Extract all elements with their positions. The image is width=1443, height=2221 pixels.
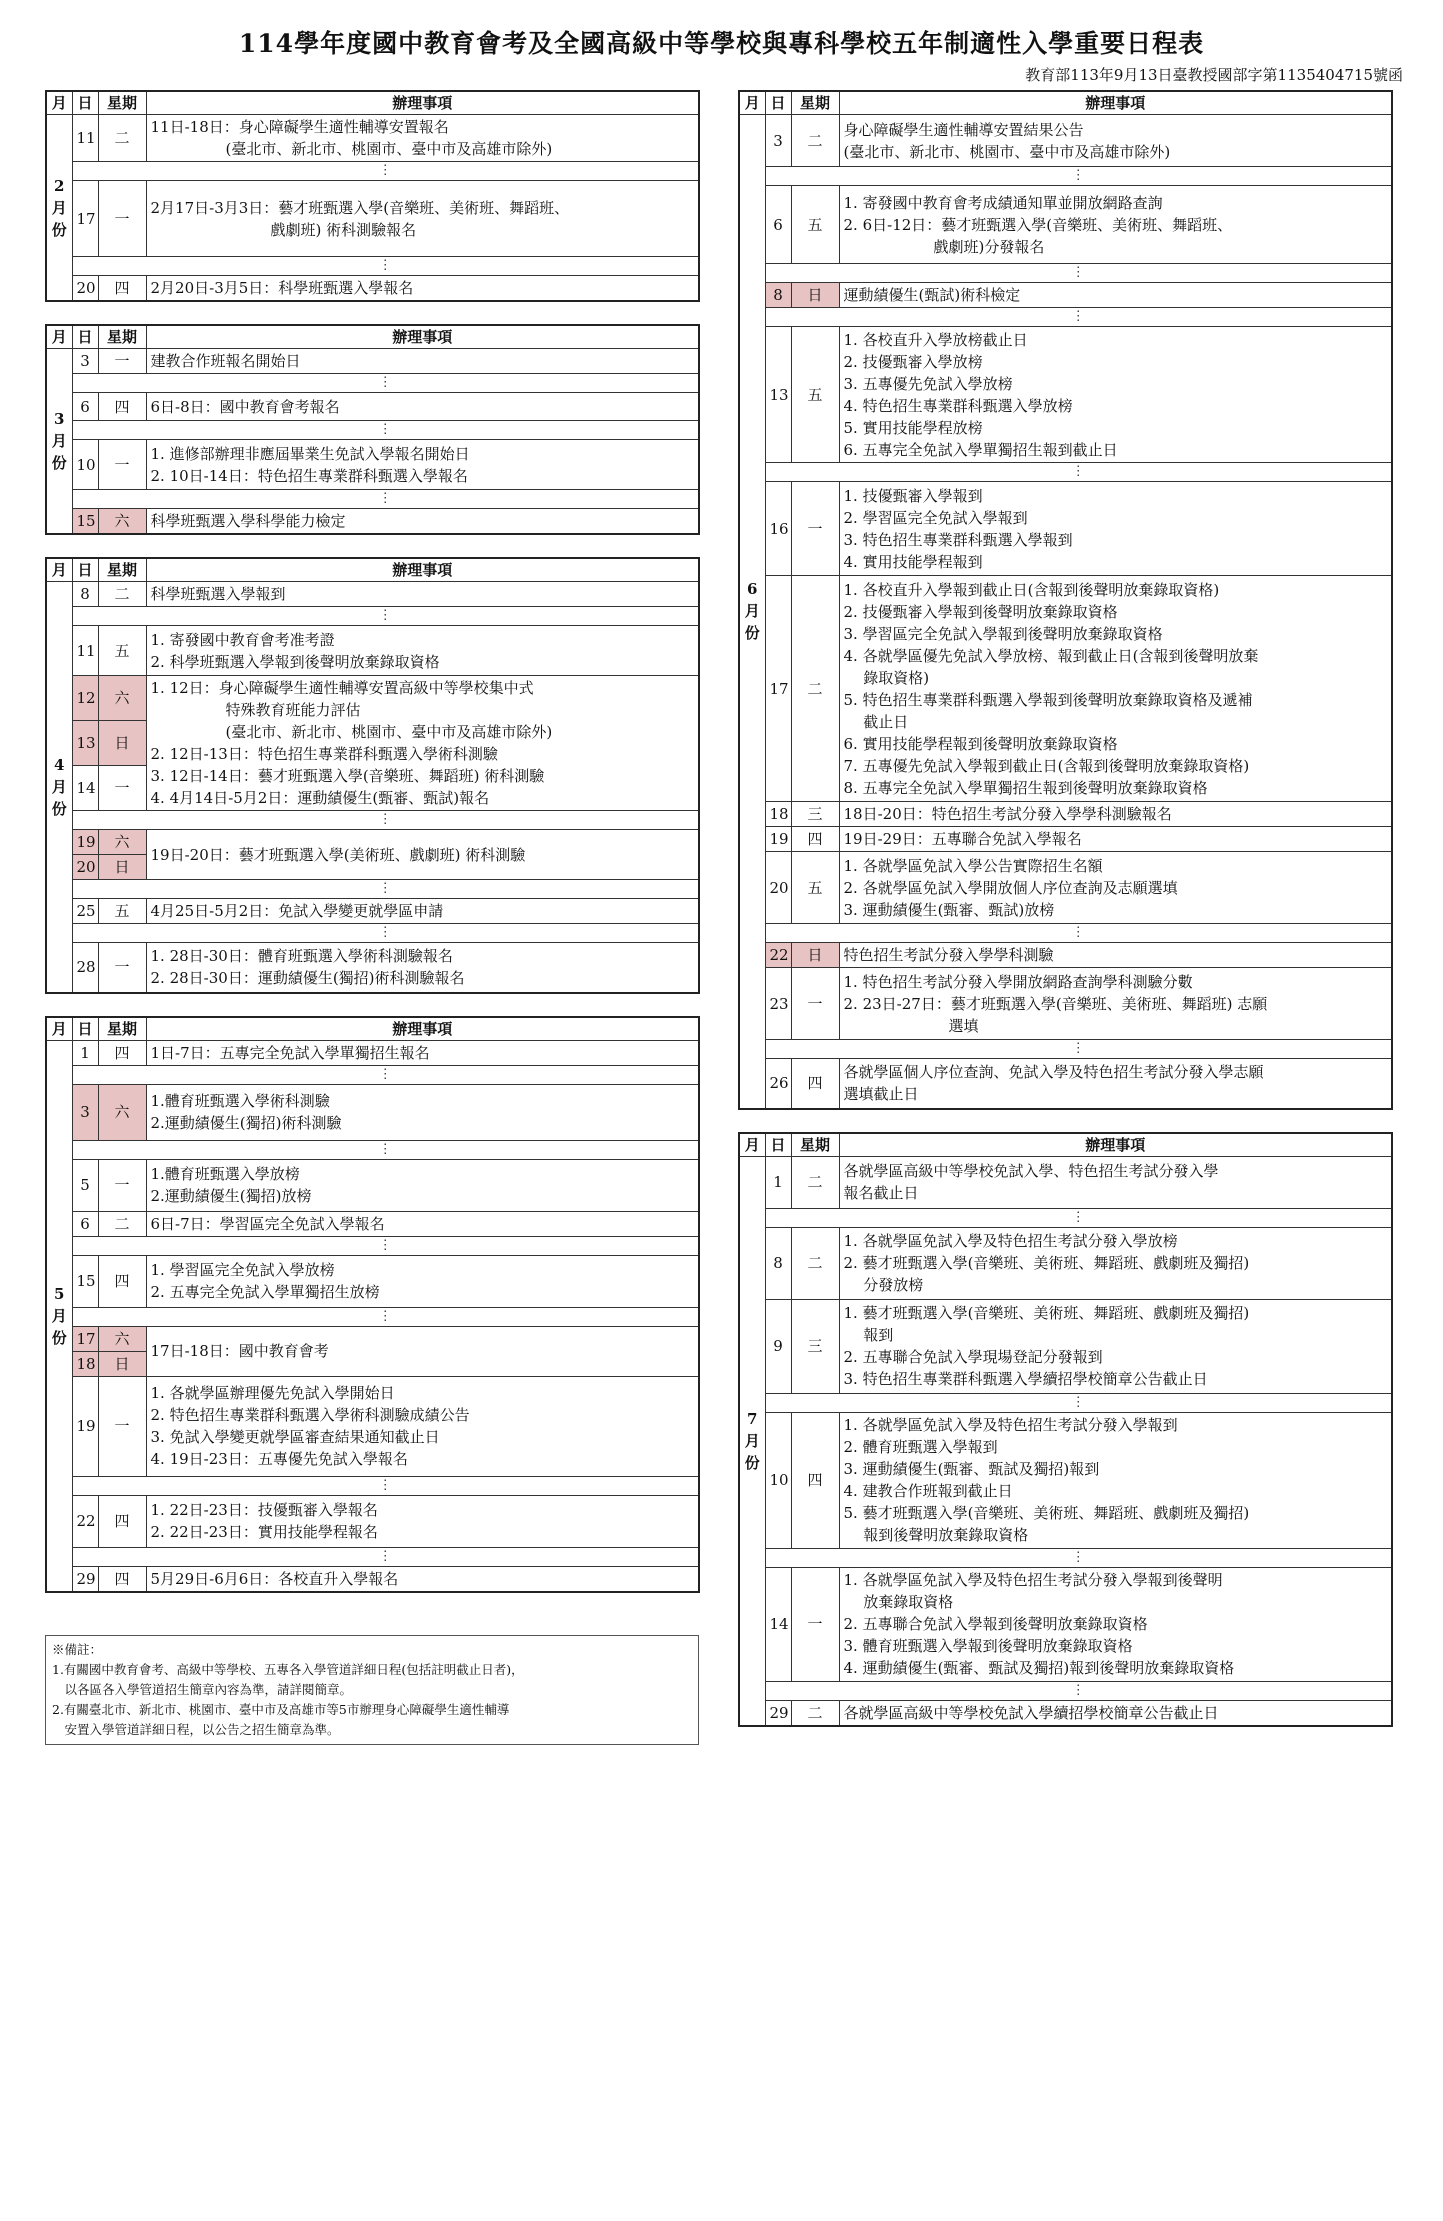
table-header xyxy=(739,91,1392,115)
weekday-cell: 二 xyxy=(791,576,839,802)
event-cell: 1. 各就學區辦理優先免試入學開始日 2. 特色招生專業群科甄選入學術科測驗成績公告 3. 免試入學變更就學區審查結果通知截止日 4. 19日-23日：五專優先免試入學報名 xyxy=(146,1376,699,1476)
day-cell: 8 xyxy=(765,1227,791,1299)
weekday-cell: 一 xyxy=(98,349,146,374)
day-cell: 3 xyxy=(765,115,791,167)
header-month: 月 xyxy=(46,91,72,115)
day-cell: 20 xyxy=(765,852,791,924)
event-cell: 1. 28日-30日：體育班甄選入學術科測驗報名 2. 28日-30日：運動績優生(獨招)術科測驗報名 xyxy=(146,943,699,993)
event-cell: 各就學區高級中等學校免試入學、特色招生考試分發入學 報名截止日 xyxy=(839,1156,1392,1208)
table-row xyxy=(46,582,699,607)
weekday-cell: 二 xyxy=(98,1211,146,1236)
day-cell-holiday: 18 xyxy=(72,1351,98,1376)
weekday-cell-holiday: 六 xyxy=(98,676,146,721)
table-row xyxy=(739,1567,1392,1681)
ellipsis-row: ⋮ xyxy=(46,421,699,440)
event-cell: 1. 藝才班甄選入學(音樂班、美術班、舞蹈班、戲劇班及獨招) 報到 2. 五專聯合免試入學現場登記分發報到 3. 特色招生專業群科甄選入學續招學校簡章公告截止日 xyxy=(839,1299,1392,1393)
ellipsis-row: ⋮ xyxy=(739,308,1392,327)
day-cell: 6 xyxy=(72,393,98,421)
table-row xyxy=(46,276,699,302)
day-cell: 9 xyxy=(765,1299,791,1393)
table-header xyxy=(46,558,699,582)
header-event: 辦理事項 xyxy=(146,558,699,582)
ellipsis-row: ⋮ xyxy=(46,1065,699,1084)
event-cell: 2月20日-3月5日：科學班甄選入學報名 xyxy=(146,276,699,302)
event-cell: 科學班甄選入學報到 xyxy=(146,582,699,607)
day-cell: 16 xyxy=(765,482,791,576)
day-cell: 20 xyxy=(72,276,98,302)
table-row xyxy=(739,802,1392,827)
header-month: 月 xyxy=(46,558,72,582)
day-cell-holiday: 15 xyxy=(72,509,98,535)
weekday-cell-holiday: 日 xyxy=(791,283,839,308)
header-month: 月 xyxy=(46,1017,72,1041)
event-cell: 1. 22日-23日：技優甄審入學報名 2. 22日-23日：實用技能學程報名 xyxy=(146,1495,699,1547)
ellipsis-row: ⋮ xyxy=(46,1236,699,1255)
april-table xyxy=(45,557,700,994)
day-cell-holiday: 17 xyxy=(72,1326,98,1351)
table-row xyxy=(739,283,1392,308)
weekday-cell-holiday: 六 xyxy=(98,1084,146,1140)
weekday-cell: 四 xyxy=(98,1566,146,1592)
ellipsis-row: ⋮ xyxy=(739,1548,1392,1567)
table-row xyxy=(739,1700,1392,1726)
header-event: 辦理事項 xyxy=(146,325,699,349)
day-cell: 26 xyxy=(765,1059,791,1109)
weekday-cell: 一 xyxy=(98,1159,146,1211)
ellipsis-row: ⋮ xyxy=(739,1393,1392,1412)
weekday-cell-holiday: 六 xyxy=(98,1326,146,1351)
table-row xyxy=(739,1156,1392,1208)
event-cell: 1. 寄發國中教育會考成績通知單並開放網路查詢 2. 6日-12日：藝才班甄選入學(音樂班、美術班、舞蹈班、 戲劇班)分發報名 xyxy=(839,186,1392,264)
event-cell: 2月17日-3月3日：藝才班甄選入學(音樂班、美術班、舞蹈班、 戲劇班) 術科測驗報名 xyxy=(146,181,699,257)
event-cell: 身心障礙學生適性輔導安置結果公告 (臺北市、新北市、桃園市、臺中市及高雄市除外) xyxy=(839,115,1392,167)
weekday-cell: 四 xyxy=(98,393,146,421)
event-cell: 1. 特色招生考試分發入學開放網路查詢學科測驗分數 2. 23日-27日：藝才班甄選入學(音樂班、美術班、舞蹈班) 志願 選填 xyxy=(839,968,1392,1040)
day-cell: 5 xyxy=(72,1159,98,1211)
ellipsis-row: ⋮ xyxy=(46,490,699,509)
event-cell: 運動績優生(甄試)術科檢定 xyxy=(839,283,1392,308)
weekday-cell: 四 xyxy=(791,827,839,852)
table-row xyxy=(46,349,699,374)
header-weekday: 星期 xyxy=(98,1017,146,1041)
remarks-line: 以各區各入學管道招生簡章內容為準，請詳閱簡章。 xyxy=(52,1681,353,1697)
header-day: 日 xyxy=(765,1133,791,1157)
day-cell-holiday: 3 xyxy=(72,1084,98,1140)
weekday-cell: 三 xyxy=(791,1299,839,1393)
table-header xyxy=(46,91,699,115)
weekday-cell: 一 xyxy=(98,440,146,490)
table-row xyxy=(739,943,1392,968)
day-cell: 17 xyxy=(72,181,98,257)
ellipsis-row: ⋮ xyxy=(739,924,1392,943)
march-table xyxy=(45,324,700,535)
weekday-cell: 四 xyxy=(98,1040,146,1065)
table-row xyxy=(739,852,1392,924)
event-cell: 18日-20日：特色招生考試分發入學學科測驗報名 xyxy=(839,802,1392,827)
weekday-cell: 二 xyxy=(98,582,146,607)
weekday-cell: 二 xyxy=(791,115,839,167)
remarks-box xyxy=(45,1635,699,1745)
weekday-cell: 二 xyxy=(98,115,146,162)
table-header xyxy=(46,325,699,349)
weekday-cell-holiday: 六 xyxy=(98,830,146,855)
page-title: 114學年度國中教育會考及全國高級中等學校與專科學校五年制適性入學重要日程表 xyxy=(238,29,1205,58)
header-event: 辦理事項 xyxy=(839,1133,1392,1157)
header-day: 日 xyxy=(72,1017,98,1041)
header-month: 月 xyxy=(739,91,765,115)
ellipsis-row: ⋮ xyxy=(46,1307,699,1326)
table-row xyxy=(46,676,699,721)
table-header xyxy=(46,1017,699,1041)
ellipsis-row: ⋮ xyxy=(739,167,1392,186)
february-table xyxy=(45,90,700,302)
header-weekday: 星期 xyxy=(98,558,146,582)
table-row xyxy=(739,827,1392,852)
weekday-cell-holiday: 日 xyxy=(791,943,839,968)
day-cell: 29 xyxy=(72,1566,98,1592)
event-cell: 1. 各就學區免試入學及特色招生考試分發入學報到 2. 體育班甄選入學報到 3. 運動績優生(甄審、甄試及獨招)報到 4. 建教合作班報到截止日 5. 藝才班甄選入學(音樂班、美術班、舞蹈班、戲劇班及獨招) 報到後聲明放棄錄取資格 xyxy=(839,1412,1392,1548)
day-cell: 17 xyxy=(765,576,791,802)
table-row xyxy=(739,482,1392,576)
weekday-cell: 四 xyxy=(98,1255,146,1307)
table-row xyxy=(739,968,1392,1040)
day-cell: 10 xyxy=(72,440,98,490)
ellipsis-row: ⋮ xyxy=(46,607,699,626)
table-row xyxy=(46,1376,699,1476)
event-cell: 11日-18日：身心障礙學生適性輔導安置報名 (臺北市、新北市、桃園市、臺中市及高雄市除外) xyxy=(146,115,699,162)
table-row xyxy=(46,1040,699,1065)
weekday-cell: 四 xyxy=(98,276,146,302)
day-cell: 29 xyxy=(765,1700,791,1726)
ellipsis-row: ⋮ xyxy=(46,880,699,899)
event-cell: 1. 各就學區免試入學及特色招生考試分發入學放榜 2. 藝才班甄選入學(音樂班、美術班、舞蹈班、戲劇班及獨招) 分發放榜 xyxy=(839,1227,1392,1299)
event-cell: 19日-20日：藝才班甄選入學(美術班、戲劇班) 術科測驗 xyxy=(146,830,699,880)
day-cell: 23 xyxy=(765,968,791,1040)
day-cell: 6 xyxy=(765,186,791,264)
day-cell: 14 xyxy=(72,766,98,811)
table-row xyxy=(739,115,1392,167)
ellipsis-row: ⋮ xyxy=(46,1547,699,1566)
weekday-cell: 四 xyxy=(791,1412,839,1548)
table-row xyxy=(46,1495,699,1547)
remarks-line: 安置入學管道詳細日程，以公告之招生簡章為準。 xyxy=(52,1721,340,1737)
ellipsis-row: ⋮ xyxy=(739,1208,1392,1227)
weekday-cell: 一 xyxy=(791,968,839,1040)
ellipsis-row: ⋮ xyxy=(46,1476,699,1495)
ellipsis-row: ⋮ xyxy=(739,463,1392,482)
day-cell: 6 xyxy=(72,1211,98,1236)
day-cell: 19 xyxy=(765,827,791,852)
table-row xyxy=(46,393,699,421)
weekday-cell: 一 xyxy=(791,482,839,576)
weekday-cell: 五 xyxy=(791,327,839,463)
ellipsis-row: ⋮ xyxy=(739,264,1392,283)
weekday-cell: 五 xyxy=(98,899,146,924)
header-weekday: 星期 xyxy=(98,325,146,349)
header-month: 月 xyxy=(739,1133,765,1157)
event-cell: 1. 12日：身心障礙學生適性輔導安置高級中等學校集中式 特殊教育班能力評估 (臺北市、新北市、桃園市、臺中市及高雄市除外) 2. 12日-13日：特色招生專業群科甄選入學術科測驗 3. 12日-14日：藝才班甄選入學(音樂班、舞蹈班) 術科測驗 4. 4月14日-5月2日：運動績優生(甄審、甄試)報名 xyxy=(146,676,699,811)
table-row xyxy=(46,115,699,162)
event-cell: 1.體育班甄選入學術科測驗 2.運動績優生(獨招)術科測驗 xyxy=(146,1084,699,1140)
event-cell: 1. 進修部辦理非應屆畢業生免試入學報名開始日 2. 10日-14日：特色招生專業群科甄選入學報名 xyxy=(146,440,699,490)
ellipsis-row: ⋮ xyxy=(739,1681,1392,1700)
day-cell-holiday: 19 xyxy=(72,830,98,855)
day-cell: 18 xyxy=(765,802,791,827)
ellipsis-row: ⋮ xyxy=(739,1040,1392,1059)
event-cell: 1.體育班甄選入學放榜 2.運動績優生(獨招)放榜 xyxy=(146,1159,699,1211)
weekday-cell: 一 xyxy=(791,1567,839,1681)
june-table xyxy=(738,90,1393,1110)
header-day: 日 xyxy=(765,91,791,115)
day-cell-holiday: 20 xyxy=(72,855,98,880)
header-day: 日 xyxy=(72,325,98,349)
event-cell: 建教合作班報名開始日 xyxy=(146,349,699,374)
table-row xyxy=(46,943,699,993)
ellipsis-row: ⋮ xyxy=(46,374,699,393)
table-row xyxy=(46,509,699,535)
event-cell: 1. 各校直升入學放榜截止日 2. 技優甄審入學放榜 3. 五專優先免試入學放榜 4. 特色招生專業群科甄選入學放榜 5. 實用技能學程放榜 6. 五專完全免試入學單獨招生報到截止日 xyxy=(839,327,1392,463)
table-row xyxy=(46,1084,699,1140)
ellipsis-row: ⋮ xyxy=(46,924,699,943)
event-cell: 5月29日-6月6日：各校直升入學報名 xyxy=(146,1566,699,1592)
weekday-cell-holiday: 六 xyxy=(98,509,146,535)
day-cell-holiday: 22 xyxy=(765,943,791,968)
weekday-cell: 四 xyxy=(98,1495,146,1547)
weekday-cell: 五 xyxy=(791,186,839,264)
day-cell-holiday: 12 xyxy=(72,676,98,721)
day-cell: 15 xyxy=(72,1255,98,1307)
table-row xyxy=(739,327,1392,463)
day-cell: 3 xyxy=(72,349,98,374)
event-cell: 1日-7日：五專完全免試入學單獨招生報名 xyxy=(146,1040,699,1065)
event-cell: 1. 寄發國中教育會考准考證 2. 科學班甄選入學報到後聲明放棄錄取資格 xyxy=(146,626,699,676)
day-cell: 11 xyxy=(72,115,98,162)
ellipsis-row: ⋮ xyxy=(46,811,699,830)
event-cell: 1. 技優甄審入學報到 2. 學習區完全免試入學報到 3. 特色招生專業群科甄選入學報到 4. 實用技能學程報到 xyxy=(839,482,1392,576)
document-reference: 教育部113年9月13日臺教授國部字第1135404715號函 xyxy=(1025,66,1403,84)
weekday-cell-holiday: 日 xyxy=(98,855,146,880)
july-table xyxy=(738,1132,1393,1727)
event-cell: 科學班甄選入學科學能力檢定 xyxy=(146,509,699,535)
header-month: 月 xyxy=(46,325,72,349)
event-cell: 1. 各就學區免試入學及特色招生考試分發入學報到後聲明 放棄錄取資格 2. 五專聯合免試入學報到後聲明放棄錄取資格 3. 體育班甄選入學報到後聲明放棄錄取資格 4. 運動績優生(甄審、甄試及獨招)報到後聲明放棄錄取資格 xyxy=(839,1567,1392,1681)
weekday-cell-holiday: 日 xyxy=(98,721,146,766)
event-cell: 各就學區個人序位查詢、免試入學及特色招生考試分發入學志願 選填截止日 xyxy=(839,1059,1392,1109)
event-cell: 1. 各就學區免試入學公告實際招生名額 2. 各就學區免試入學開放個人序位查詢及志願選填 3. 運動績優生(甄審、甄試)放榜 xyxy=(839,852,1392,924)
table-row xyxy=(46,899,699,924)
weekday-cell: 二 xyxy=(791,1156,839,1208)
event-cell: 6日-7日：學習區完全免試入學報名 xyxy=(146,1211,699,1236)
month-label: 3 月 份 xyxy=(46,349,72,535)
weekday-cell: 二 xyxy=(791,1700,839,1726)
weekday-cell: 二 xyxy=(791,1227,839,1299)
day-cell-holiday: 13 xyxy=(72,721,98,766)
day-cell: 25 xyxy=(72,899,98,924)
weekday-cell: 四 xyxy=(791,1059,839,1109)
day-cell: 1 xyxy=(765,1156,791,1208)
day-cell: 28 xyxy=(72,943,98,993)
ellipsis-row: ⋮ xyxy=(46,162,699,181)
day-cell: 19 xyxy=(72,1376,98,1476)
table-row xyxy=(739,186,1392,264)
remarks-line: 1.有關國中教育會考、高級中等學校、五專各入學管道詳細日程(包括註明截止日者)， xyxy=(52,1661,524,1677)
header-event: 辦理事項 xyxy=(146,91,699,115)
day-cell: 8 xyxy=(72,582,98,607)
table-row xyxy=(46,1326,699,1351)
event-cell: 4月25日-5月2日：免試入學變更就學區申請 xyxy=(146,899,699,924)
event-cell: 各就學區高級中等學校免試入學續招學校簡章公告截止日 xyxy=(839,1700,1392,1726)
month-label: 4 月 份 xyxy=(46,582,72,993)
table-row xyxy=(739,1059,1392,1109)
day-cell: 11 xyxy=(72,626,98,676)
event-cell: 1. 各校直升入學報到截止日(含報到後聲明放棄錄取資格) 2. 技優甄審入學報到後聲明放棄錄取資格 3. 學習區完全免試入學報到後聲明放棄錄取資格 4. 各就學區優先免試入學放榜、報到截止日(含報到後聲明放棄 錄取資格) 5. 特色招生專業群科甄選入學報到後聲明放棄錄取資格及遞補 截止日 6. 實用技能學程報到後聲明放棄錄取資格 7. 五專優先免試入學報到截止日(含報到後聲明放棄錄取資格) 8. 五專完全免試入學單獨招生報到後聲明放棄錄取資格 xyxy=(839,576,1392,802)
table-row xyxy=(739,576,1392,802)
header-day: 日 xyxy=(72,91,98,115)
table-row xyxy=(739,1412,1392,1548)
ellipsis-row: ⋮ xyxy=(46,1140,699,1159)
day-cell: 13 xyxy=(765,327,791,463)
table-header xyxy=(739,1133,1392,1157)
table-row xyxy=(739,1227,1392,1299)
weekday-cell: 一 xyxy=(98,181,146,257)
day-cell: 1 xyxy=(72,1040,98,1065)
weekday-cell: 一 xyxy=(98,1376,146,1476)
event-cell: 17日-18日：國中教育會考 xyxy=(146,1326,699,1376)
table-row xyxy=(46,1159,699,1211)
header-weekday: 星期 xyxy=(791,1133,839,1157)
weekday-cell-holiday: 日 xyxy=(98,1351,146,1376)
left-column xyxy=(45,90,700,1745)
header-day: 日 xyxy=(72,558,98,582)
month-label: 6 月 份 xyxy=(739,115,765,1109)
right-column xyxy=(738,90,1393,1727)
day-cell: 10 xyxy=(765,1412,791,1548)
table-row xyxy=(46,1255,699,1307)
month-label: 5 月 份 xyxy=(46,1040,72,1592)
remarks-line: ※備註： xyxy=(52,1641,103,1657)
table-row xyxy=(46,626,699,676)
table-row xyxy=(46,1211,699,1236)
weekday-cell: 一 xyxy=(98,943,146,993)
header-weekday: 星期 xyxy=(98,91,146,115)
table-row xyxy=(46,830,699,855)
month-label: 2 月 份 xyxy=(46,115,72,302)
weekday-cell: 五 xyxy=(98,626,146,676)
event-cell: 特色招生考試分發入學學科測驗 xyxy=(839,943,1392,968)
table-row xyxy=(46,1566,699,1592)
table-row xyxy=(46,181,699,257)
header-event: 辦理事項 xyxy=(839,91,1392,115)
weekday-cell: 五 xyxy=(791,852,839,924)
may-table xyxy=(45,1016,700,1593)
day-cell-holiday: 8 xyxy=(765,283,791,308)
event-cell: 19日-29日：五專聯合免試入學報名 xyxy=(839,827,1392,852)
ellipsis-row: ⋮ xyxy=(46,257,699,276)
table-row xyxy=(46,440,699,490)
header-event: 辦理事項 xyxy=(146,1017,699,1041)
event-cell: 6日-8日：國中教育會考報名 xyxy=(146,393,699,421)
table-row xyxy=(739,1299,1392,1393)
remarks-line: 2.有關臺北市、新北市、桃園市、臺中市及高雄市等5市辦理身心障礙學生適性輔導 xyxy=(52,1701,510,1717)
day-cell: 22 xyxy=(72,1495,98,1547)
day-cell: 14 xyxy=(765,1567,791,1681)
event-cell: 1. 學習區完全免試入學放榜 2. 五專完全免試入學單獨招生放榜 xyxy=(146,1255,699,1307)
header-weekday: 星期 xyxy=(791,91,839,115)
weekday-cell: 三 xyxy=(791,802,839,827)
month-label: 7 月 份 xyxy=(739,1156,765,1726)
weekday-cell: 一 xyxy=(98,766,146,811)
